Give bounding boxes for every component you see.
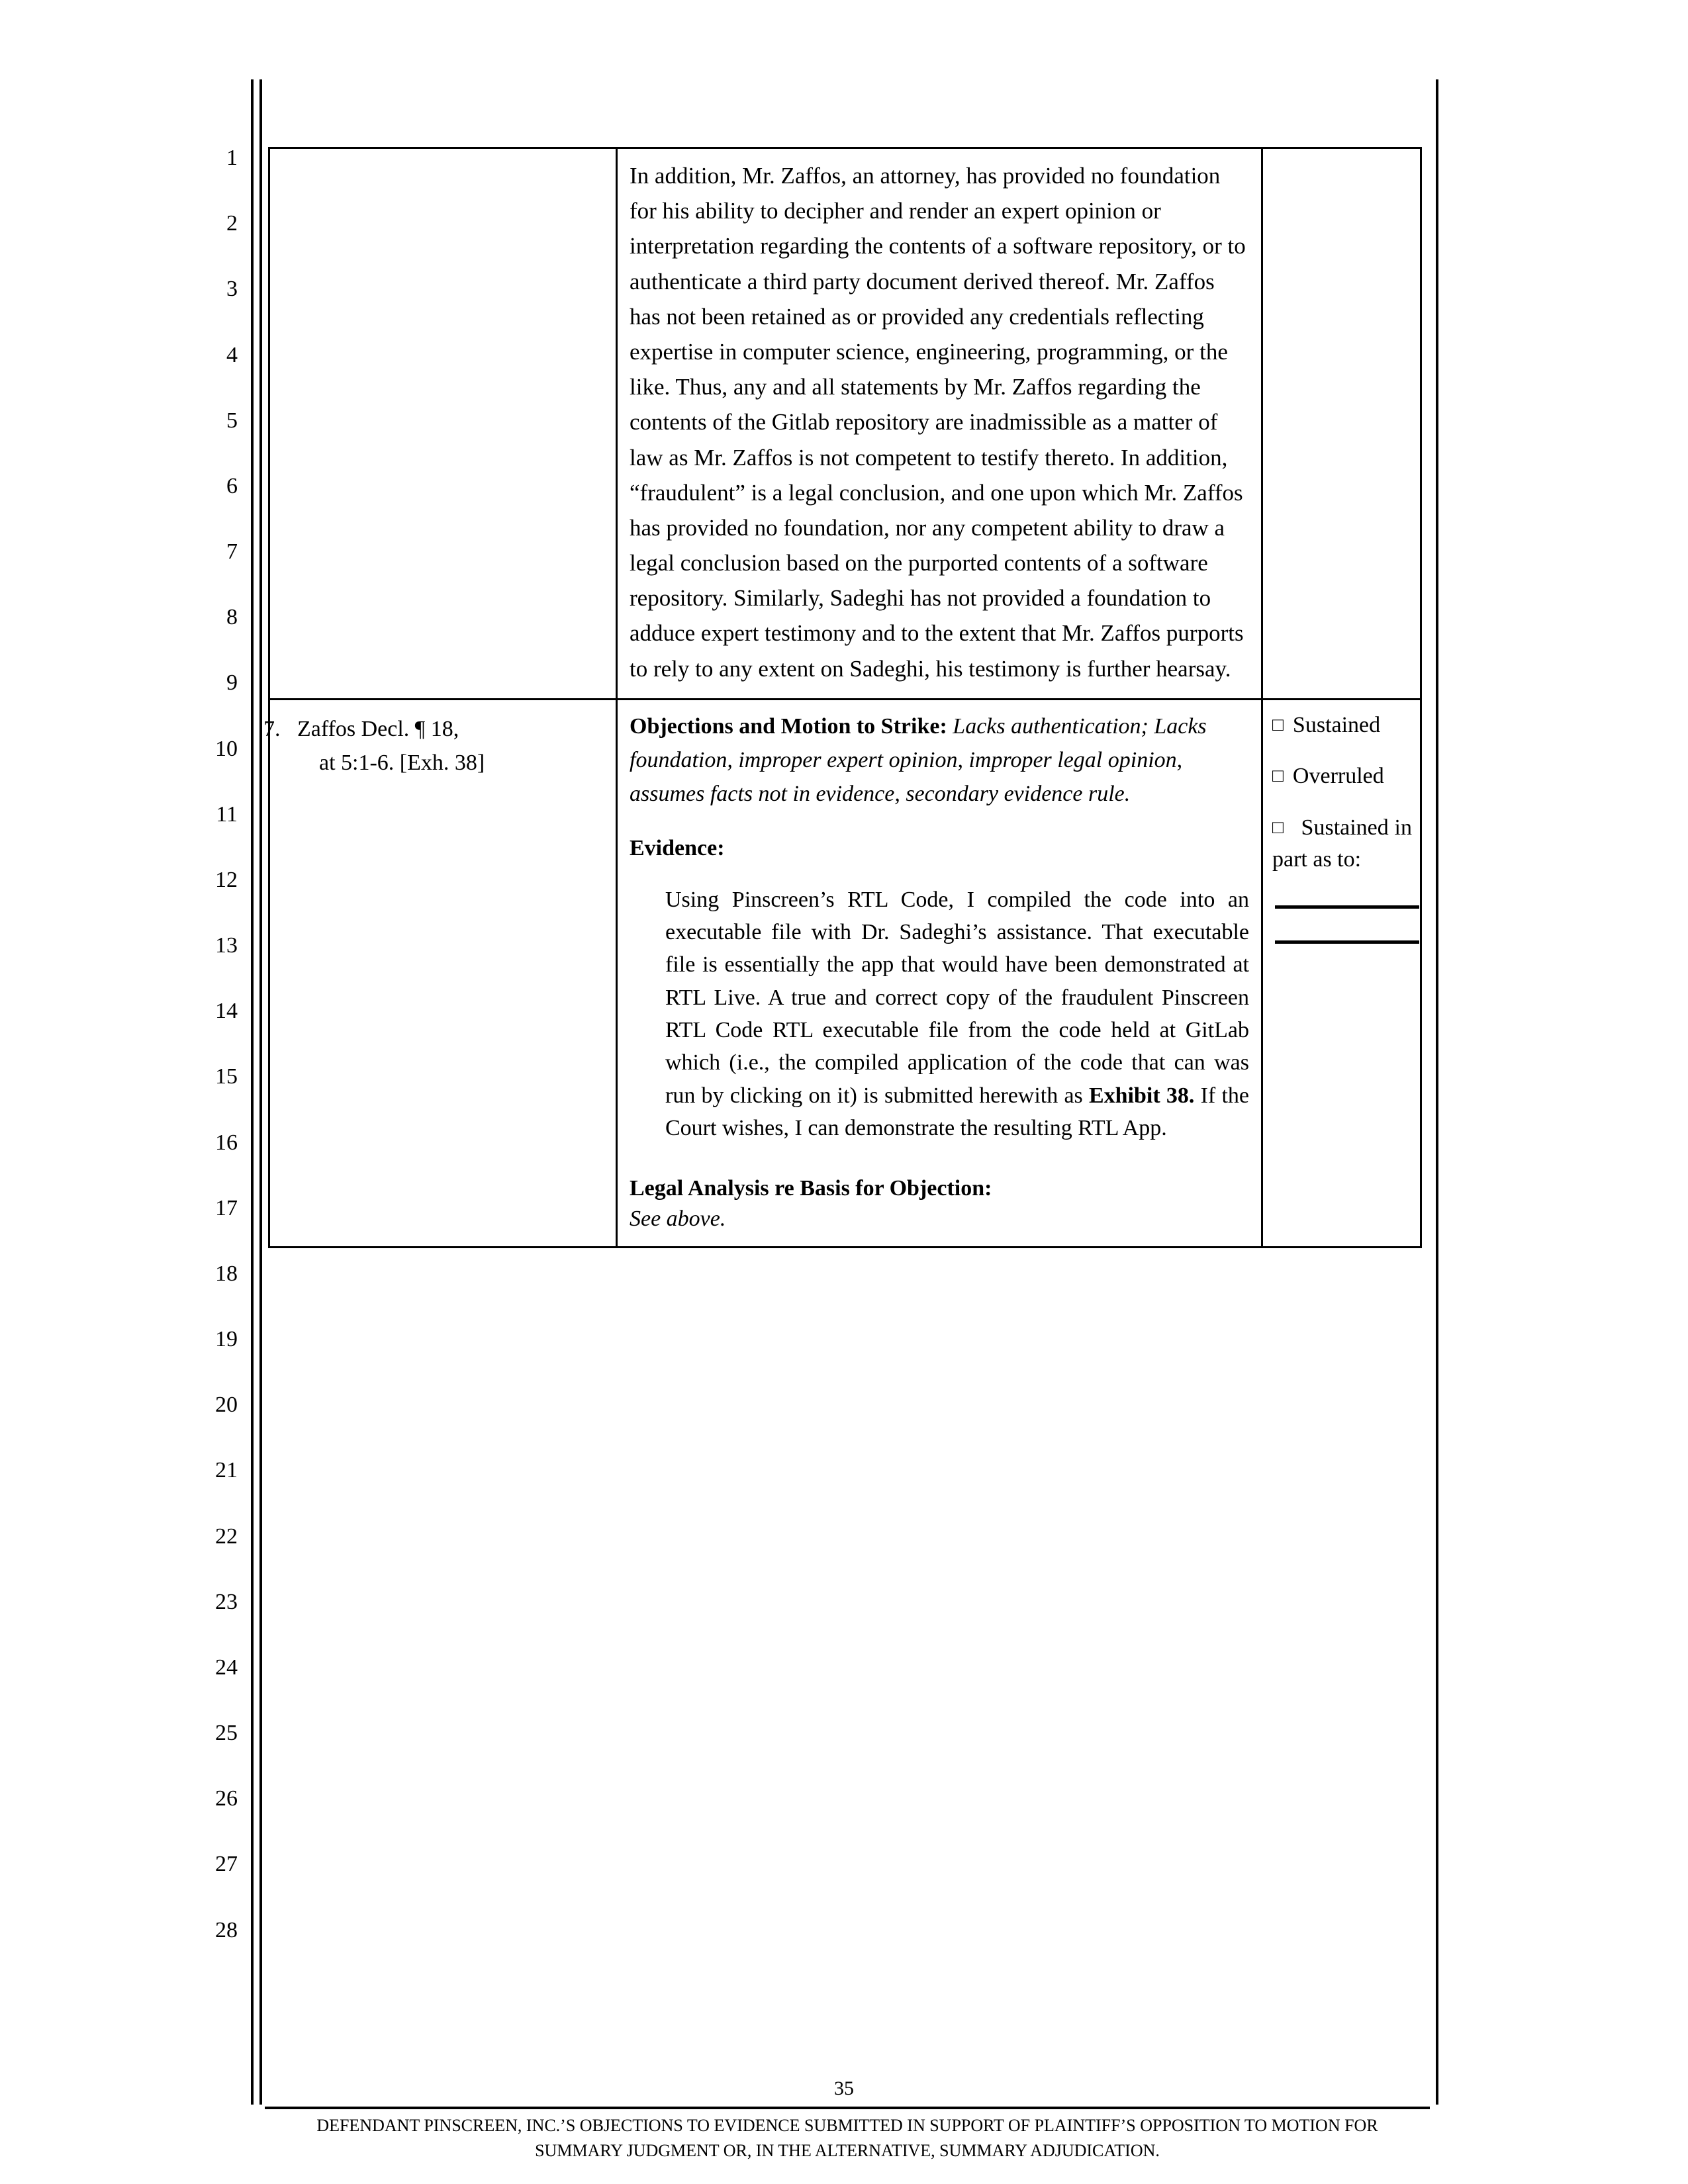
ruling-option-sustained-in-part[interactable]: [1272, 812, 1412, 875]
line-number: 20: [215, 1392, 238, 1418]
evidence-reference: [263, 709, 604, 780]
line-number: 10: [215, 736, 238, 761]
ruling-option-label: Sustained: [1292, 712, 1381, 737]
line-number: 2: [226, 211, 238, 236]
ruling-option-label: Sustained in part as to:: [1272, 815, 1412, 872]
line-number: 8: [226, 605, 238, 630]
ruling-cell-empty: [1262, 148, 1421, 700]
line-number: 9: [226, 670, 238, 696]
ruling-writein-line-1[interactable]: [1275, 905, 1419, 909]
footer-caption-line-2: SUMMARY JUDGMENT OR, IN THE ALTERNATIVE, SUMMARY ADJUDICATION.: [535, 2140, 1160, 2160]
evidence-quote-exhibit: Exhibit 38.: [1088, 1083, 1195, 1108]
line-number: 16: [215, 1130, 238, 1155]
evidence-reference-empty: [282, 158, 604, 161]
left-margin-rule-outer: [251, 79, 254, 2105]
page-number: 35: [834, 2077, 854, 2099]
table-row: [269, 699, 1421, 1247]
evidence-reference-line2: at 5:1-6. [Exh. 38]: [319, 750, 485, 775]
footer-caption: [265, 2113, 1430, 2163]
objection-cell-continued: [617, 148, 1262, 700]
checkbox-icon[interactable]: □: [1272, 766, 1284, 787]
line-number: 24: [215, 1655, 238, 1680]
objection-cell: [617, 699, 1262, 1247]
ruling-option-label: Overruled: [1292, 764, 1384, 789]
continued-objection-text: In addition, Mr. Zaffos, an attorney, has provided no foundation for his ability to decipher and render an expert opinion or interpretation regarding the contents of a software repository, or to authenticate a third party document derived thereof. Mr. Zaffos has not been retained as or provided any credentials reflecting expertise in computer science, engineering, programming, or the like. Thus, any and all statements by Mr. Zaffos regarding the contents of the Gitlab repository are inadmissible as a matter of law as Mr. Zaffos is not competent to testify thereto. In addition, “fraudulent” is a legal conclusion, and one upon which Mr. Zaffos has provided no foundation, nor any competent ability to draw a legal conclusion based on the purported contents of a software repository. Similarly, Sadeghi has not provided a foundation to adduce expert testimony and to the extent that Mr. Zaffos purports to rely to any extent on Sadeghi, his testimony is further hearsay.: [630, 163, 1246, 682]
ruling-writein-line-2[interactable]: [1275, 940, 1419, 944]
line-number: 22: [215, 1524, 238, 1549]
evidence-reference-cell: [269, 148, 617, 700]
line-number: 13: [215, 933, 238, 958]
table-row: [269, 148, 1421, 700]
line-number: 19: [215, 1327, 238, 1352]
line-number: 18: [215, 1261, 238, 1286]
line-number: 15: [215, 1064, 238, 1089]
evidence-quote-part1: Using Pinscreen’s RTL Code, I compiled the code into an executable file with Dr. Sadeghi’s assistance. That executable file is essentially the app that would have been demonstrated at RTL Live. A true and correct copy of the fraudulent Pinscreen RTL Code RTL executable file from the code held at GitLab which (i.e., the compiled application of the code that can was run by clicking on it) is submitted herewith as: [665, 887, 1249, 1108]
line-number: 21: [215, 1458, 238, 1483]
line-number: 27: [215, 1852, 238, 1877]
evidence-reference-line1: Zaffos Decl. ¶ 18,: [297, 716, 459, 741]
checkbox-icon[interactable]: □: [1272, 714, 1284, 735]
line-number: 14: [215, 999, 238, 1024]
legal-analysis-body: See above.: [630, 1206, 726, 1232]
evidence-label: Evidence:: [630, 835, 725, 860]
line-number: 11: [216, 801, 238, 827]
objection-grounds: Lacks authentication; Lacks foundation, improper expert opinion, improper legal opinion, assumes facts not in evidence, secondary evidence rule.: [630, 713, 1207, 806]
ruling-options-list: [1263, 700, 1420, 956]
line-number: 26: [215, 1786, 238, 1811]
line-number: 23: [215, 1589, 238, 1614]
line-number: 17: [215, 1195, 238, 1220]
checkbox-icon[interactable]: □: [1272, 817, 1284, 838]
footer-caption-line-1: DEFENDANT PINSCREEN, INC.’S OBJECTIONS TO EVIDENCE SUBMITTED IN SUPPORT OF PLAINTIFF’S OPPOSITION TO MOTION FOR: [316, 2116, 1378, 2135]
right-margin-rule: [1436, 79, 1438, 2105]
ruling-option-overruled[interactable]: [1272, 760, 1412, 792]
objection-block: [630, 709, 1249, 811]
objections-table: [263, 147, 1422, 1248]
evidence-quote: [630, 884, 1249, 1144]
ruling-cell: [1262, 699, 1421, 1247]
evidence-reference-number: 7.: [263, 716, 281, 741]
ruling-option-sustained[interactable]: [1272, 709, 1412, 741]
line-number-gutter: [179, 147, 242, 1942]
line-number: 7: [226, 539, 238, 565]
legal-analysis-label: Legal Analysis re Basis for Objection:: [630, 1176, 992, 1201]
line-number: 1: [226, 146, 238, 170]
line-number: 5: [226, 408, 238, 433]
line-number: 28: [215, 1917, 238, 1942]
line-number: 12: [215, 867, 238, 892]
evidence-quote-part2: If the Court wishes, I can demonstrate the resulting RTL App.: [665, 1083, 1249, 1140]
line-number: 25: [215, 1721, 238, 1746]
line-number: 4: [226, 342, 238, 367]
footer-divider: [265, 2107, 1430, 2109]
left-margin-rule-inner: [259, 79, 262, 2105]
line-number: 3: [226, 277, 238, 302]
objection-heading: Objections and Motion to Strike:: [630, 713, 947, 739]
evidence-reference-cell: [263, 699, 617, 1247]
line-number: 6: [226, 473, 238, 498]
